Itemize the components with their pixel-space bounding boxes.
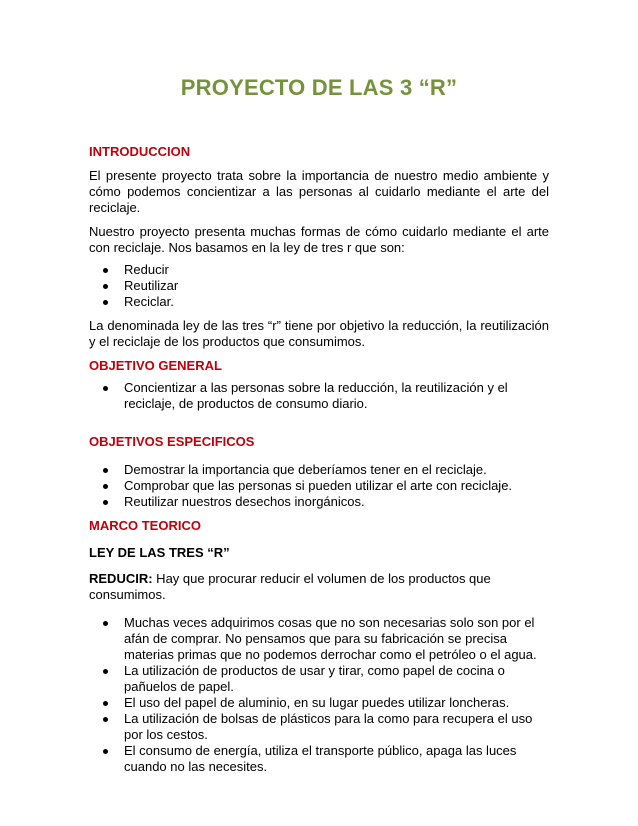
list-item: El consumo de energía, utiliza el transporte público, apaga las luces cuando no las necesites. [89,743,549,775]
reducir-list [89,615,549,775]
reducir-paragraph [89,571,549,603]
list-item: Demostrar la importancia que deberíamos tener en el reciclaje. [89,462,549,478]
objetivos-especificos-list [89,462,549,510]
bullet-icon [103,500,108,505]
objetivos-especificos-heading: OBJETIVOS ESPECIFICOS [89,434,255,449]
list-item: Reutilizar [89,278,549,294]
list-item: Comprobar que las personas si pueden utilizar el arte con reciclaje. [89,478,549,494]
bullet-icon [103,484,108,489]
bullet-icon [103,386,108,391]
list-item: Reutilizar nuestros desechos inorgánicos. [89,494,549,510]
page-title: PROYECTO DE LAS 3 “R” [180,75,458,100]
bullet-icon [103,749,108,754]
bullet-icon [103,268,108,273]
list-item: La utilización de productos de usar y tirar, como papel de cocina o pañuelos de papel. [89,663,549,695]
intro-heading: INTRODUCCION [89,144,191,159]
objetivo-general-heading: OBJETIVO GENERAL [89,358,222,373]
bullet-icon [103,717,108,722]
bullet-icon [103,468,108,473]
reducir-label: REDUCIR: [89,571,153,586]
bullet-icon [103,621,108,626]
list-item: Concientizar a las personas sobre la reducción, la reutilización y el reciclaje, de productos de consumo diario. [89,380,549,412]
intro-paragraph-1: El presente proyecto trata sobre la importancia de nuestro medio ambiente y cómo podemos concientizar a las personas al cuidarlo mediante el arte del reciclaje. [89,168,549,215]
marco-teorico-heading: MARCO TEORICO [89,518,201,533]
list-item: Reducir [89,262,549,278]
three-r-list [89,262,549,310]
list-item: Reciclar. [89,294,549,310]
reducir-text: Hay que procurar reducir el volumen de los productos que consumimos. [89,571,491,602]
list-item: El uso del papel de aluminio, en su lugar puedes utilizar loncheras. [89,695,549,711]
intro-paragraph-3: La denominada ley de las tres “r” tiene por objetivo la reducción, la reutilización y el reciclaje de los productos que consumimos. [89,318,549,349]
list-item: Muchas veces adquirimos cosas que no son necesarias solo son por el afán de comprar. No pensamos que para su fabricación se precisa materias primas que no podemos derrochar como el petróleo o el agua. [89,615,549,663]
intro-paragraph-2: Nuestro proyecto presenta muchas formas de cómo cuidarlo mediante el arte con reciclaje. Nos basamos en la ley de tres r que son: [89,224,549,255]
list-item: La utilización de bolsas de plásticos para la como para recupera el uso por los cestos. [89,711,549,743]
bullet-icon [103,669,108,674]
bullet-icon [103,300,108,305]
objetivo-general-list [89,380,549,412]
bullet-icon [103,701,108,706]
document-body [89,144,549,775]
ley-tres-r-heading: LEY DE LAS TRES “R” [89,545,230,560]
bullet-icon [103,284,108,289]
